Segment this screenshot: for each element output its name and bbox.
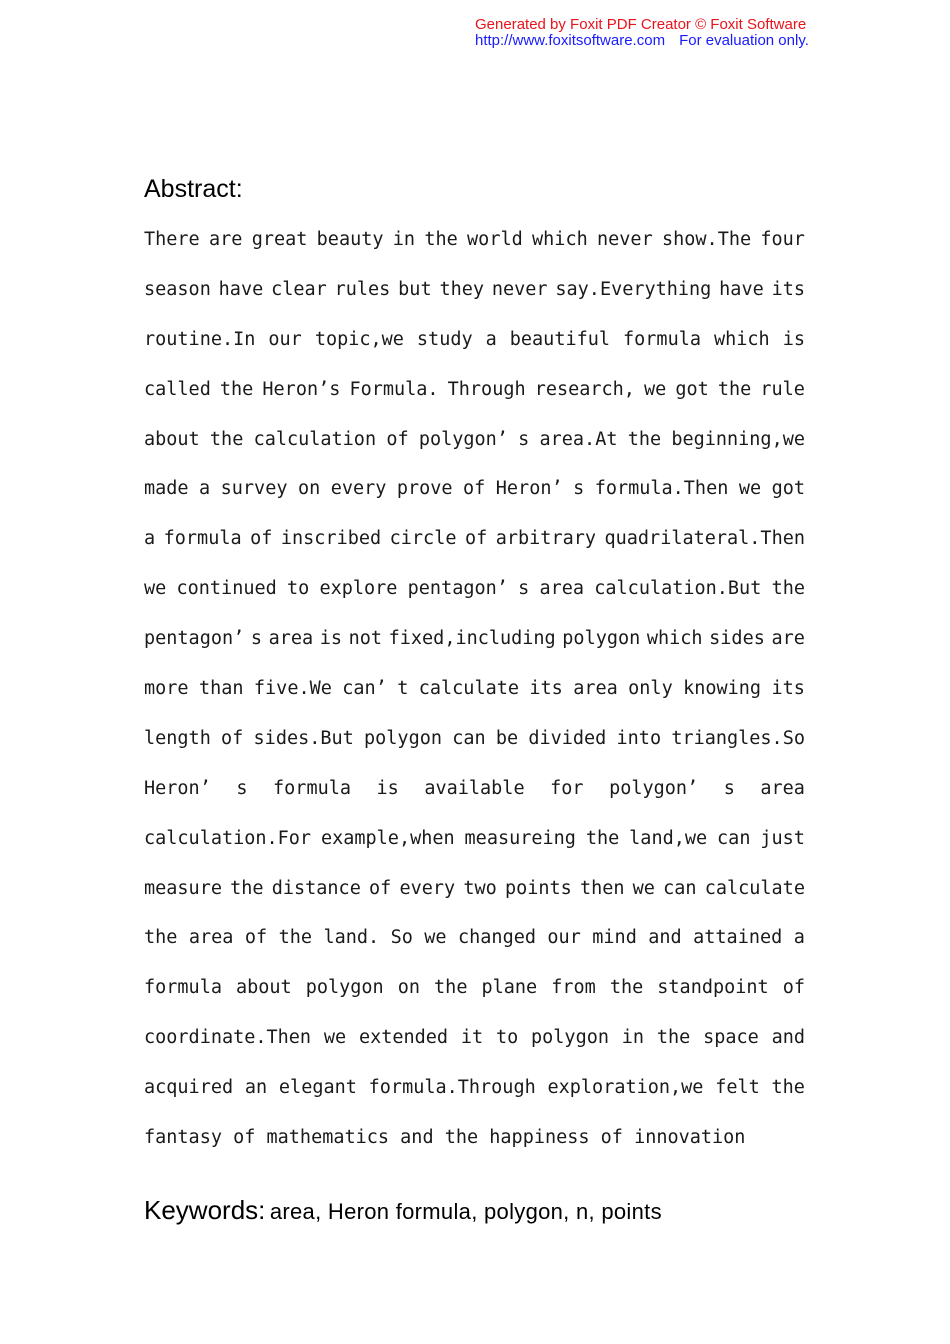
abstract-line: the area of the land. So we changed our mind and attained a xyxy=(144,927,805,949)
abstract-line: coordinate.Then we extended it to polygon in the space and xyxy=(144,1027,805,1049)
abstract-line: routine.In our topic,we study a beautiful formula which is xyxy=(144,328,805,350)
watermark-generator-text: Generated by Foxit PDF Creator © Foxit Software xyxy=(475,16,807,33)
abstract-line: formula about polygon on the plane from the standpoint of xyxy=(144,977,805,999)
abstract-line: about the calculation of polygon’ s area.At the beginning,we xyxy=(144,428,805,450)
foxit-watermark xyxy=(475,17,809,49)
abstract-line: a formula of inscribed circle of arbitrary quadrilateral.Then xyxy=(144,528,805,550)
abstract-line: Heron’ s formula is available for polygon’ s area xyxy=(144,777,805,799)
keywords-line xyxy=(144,1195,662,1226)
abstract-line: measure the distance of every two points then we can calculate xyxy=(144,877,805,899)
abstract-line: length of sides.But polygon can be divided into triangles.So xyxy=(144,727,805,749)
abstract-line: we continued to explore pentagon’ s area calculation.But the xyxy=(144,578,805,600)
abstract-line: fantasy of mathematics and the happiness of innovation xyxy=(144,1127,746,1149)
abstract-line: pentagon’ s area is not fixed,including polygon which sides are xyxy=(144,628,805,650)
abstract-line: more than five.We can’ t calculate its area only knowing its xyxy=(144,678,805,700)
abstract-line: acquired an elegant formula.Through exploration,we felt the xyxy=(144,1077,805,1099)
keywords-label: Keywords: xyxy=(144,1195,266,1225)
abstract-line: called the Heron’s Formula. Through research, we got the rule xyxy=(144,378,805,400)
abstract-body xyxy=(144,226,805,1174)
abstract-line: season have clear rules but they never say.Everything have its xyxy=(144,278,805,300)
watermark-url-line xyxy=(475,33,809,49)
abstract-line: There are great beauty in the world which never show.The four xyxy=(144,229,805,250)
abstract-heading: Abstract: xyxy=(144,175,243,203)
watermark-evaluation-note: For evaluation only. xyxy=(679,32,809,49)
watermark-url: http://www.foxitsoftware.com xyxy=(475,32,666,49)
keywords-values: area, Heron formula, polygon, n, points xyxy=(269,1199,662,1224)
abstract-line: calculation.For example,when measureing the land,we can just xyxy=(144,827,805,849)
abstract-line: made a survey on every prove of Heron’ s formula.Then we got xyxy=(144,478,805,500)
